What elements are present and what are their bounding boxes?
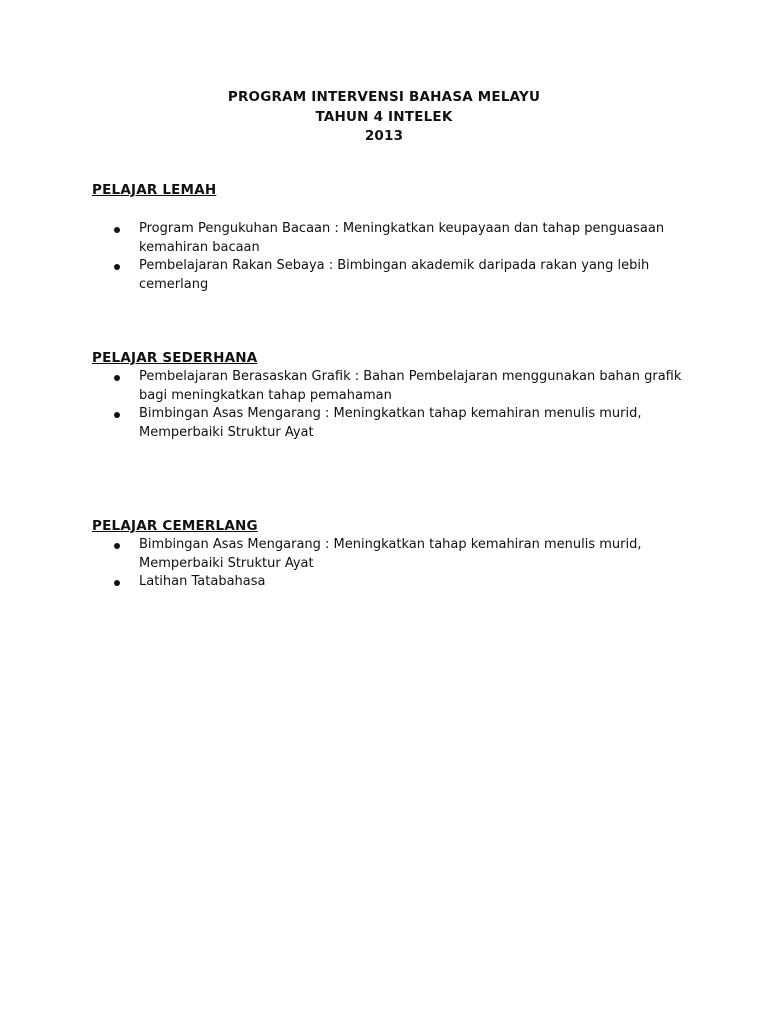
section-pelajar-cemerlang <box>92 517 692 592</box>
text-line: bagi meningkatkan tahap pemahaman <box>139 387 392 403</box>
bullet-icon <box>114 227 120 233</box>
bullet-icon <box>114 412 120 418</box>
list-item-text <box>139 405 684 442</box>
text-line: Program Pengukuhan Bacaan : Meningkatkan keupayaan dan tahap penguasaan <box>139 221 665 236</box>
text-line: Memperbaiki Struktur Ayat <box>139 424 314 440</box>
title-line: PROGRAM INTERVENSI BAHASA MELAYU <box>227 89 541 105</box>
text-line: Bimbingan Asas Mengarang : Meningkatkan tahap kemahiran menulis murid, <box>139 537 642 552</box>
list-item <box>92 368 684 405</box>
section-heading: PELAJAR CEMERLANG <box>92 518 258 534</box>
document-title <box>0 88 768 147</box>
list-item <box>92 573 684 592</box>
list-item-text <box>139 573 684 592</box>
bullet-icon <box>114 543 120 549</box>
text-line: Bimbingan Asas Mengarang : Meningkatkan tahap kemahiran menulis murid, <box>139 406 642 421</box>
list-item-text <box>139 368 684 405</box>
title-line: 2013 <box>364 128 404 144</box>
list-item <box>92 220 684 257</box>
section-heading: PELAJAR SEDERHANA <box>92 350 258 366</box>
list-item-text <box>139 257 684 294</box>
list-item <box>92 405 684 442</box>
title-line: TAHUN 4 INTELEK <box>315 108 453 125</box>
bullet-icon <box>114 375 120 381</box>
bullet-icon <box>114 264 120 270</box>
text-line: Pembelajaran Berasaskan Grafik : Bahan Pembelajaran menggunakan bahan grafik <box>139 369 682 384</box>
list-item-text <box>139 536 684 573</box>
bullet-list <box>92 368 692 442</box>
bullet-icon <box>114 580 120 586</box>
list-item <box>92 257 684 294</box>
section-pelajar-sederhana <box>92 349 692 442</box>
bullet-list <box>92 220 692 294</box>
text-line: kemahiran bacaan <box>139 239 260 255</box>
text-line: Memperbaiki Struktur Ayat <box>139 555 314 571</box>
section-heading: PELAJAR LEMAH <box>92 182 217 198</box>
text-line: Pembelajaran Rakan Sebaya : Bimbingan akademik daripada rakan yang lebih <box>139 258 650 273</box>
list-item <box>92 536 684 573</box>
text-line: cemerlang <box>139 276 209 292</box>
text-line: Latihan Tatabahasa <box>139 574 266 589</box>
bullet-list <box>92 536 692 592</box>
list-item-text <box>139 220 684 257</box>
section-pelajar-lemah <box>92 181 692 294</box>
